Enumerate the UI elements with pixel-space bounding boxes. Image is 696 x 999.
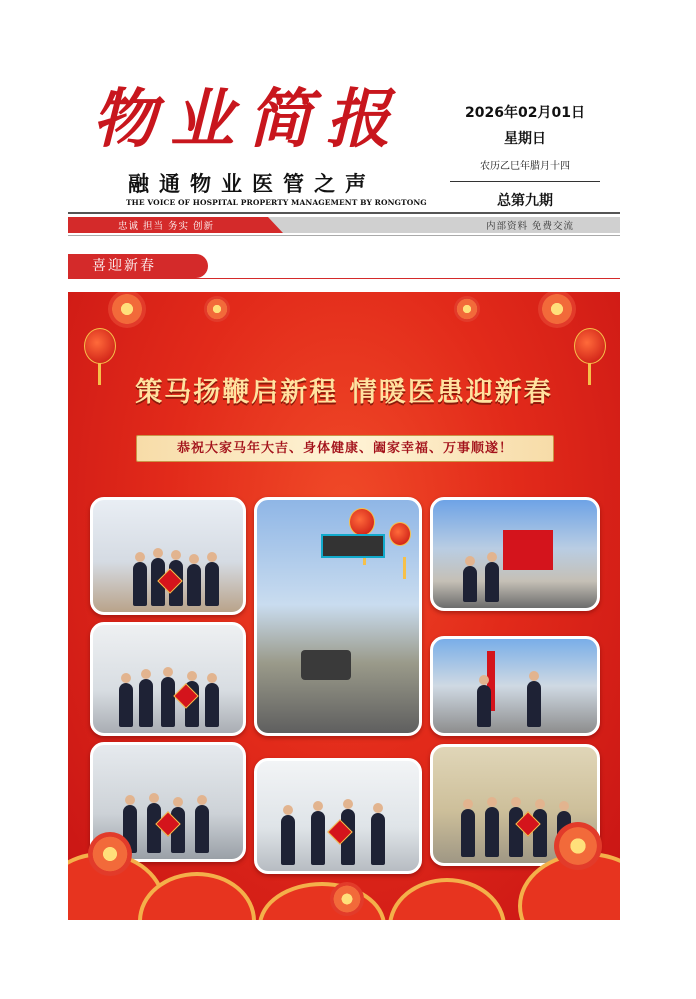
- lantern-icon: [84, 328, 116, 364]
- issue-weekday: 星期日: [504, 131, 546, 147]
- photo-gate-decoration: [430, 497, 600, 611]
- issue-info: [450, 102, 600, 210]
- issue-lunar-date: 农历乙巳年腊月十四: [480, 161, 570, 172]
- flower-icon: [554, 822, 602, 870]
- internal-note: 内部资料 免费交流: [485, 221, 574, 232]
- flower-icon: [88, 832, 132, 876]
- flower-icon: [204, 296, 230, 322]
- newspaper-subtitle: 融通物业医管之声: [128, 172, 376, 196]
- photo-corridor-team: [90, 497, 246, 615]
- poster-greeting: 恭祝大家马年大吉、身体健康、阖家幸福、万事顺遂！: [136, 435, 554, 462]
- newspaper-title: 物业简报: [92, 82, 404, 157]
- issue-number: 总第九期: [497, 193, 553, 209]
- lantern-icon: [574, 328, 606, 364]
- new-year-poster: [68, 292, 620, 920]
- section-rule: [68, 278, 620, 279]
- flower-icon: [454, 296, 480, 322]
- flower-icon: [538, 292, 576, 328]
- issue-date: 2026年02月01日: [465, 105, 585, 121]
- info-banner: [68, 217, 620, 233]
- photo-office-team: [90, 622, 246, 736]
- wave-decoration: [388, 878, 506, 920]
- photo-couplet-hanging: [430, 636, 600, 736]
- section-title: 喜迎新春: [68, 254, 208, 278]
- flower-icon: [108, 292, 146, 328]
- divider: [68, 212, 620, 214]
- divider: [68, 235, 620, 236]
- flower-icon: [330, 882, 364, 916]
- wave-decoration: [258, 882, 386, 920]
- motto-text: 忠诚 担当 务实 创新: [118, 221, 215, 232]
- newspaper-subtitle-english: THE VOICE OF HOSPITAL PROPERTY MANAGEMENT BY RONGTONG: [126, 198, 427, 207]
- divider: [450, 181, 600, 182]
- photo-lobby-team: [254, 758, 422, 874]
- photo-lift-lanterns: [254, 497, 422, 736]
- poster-headline: 策马扬鞭启新程 情暖医患迎新春: [135, 377, 553, 408]
